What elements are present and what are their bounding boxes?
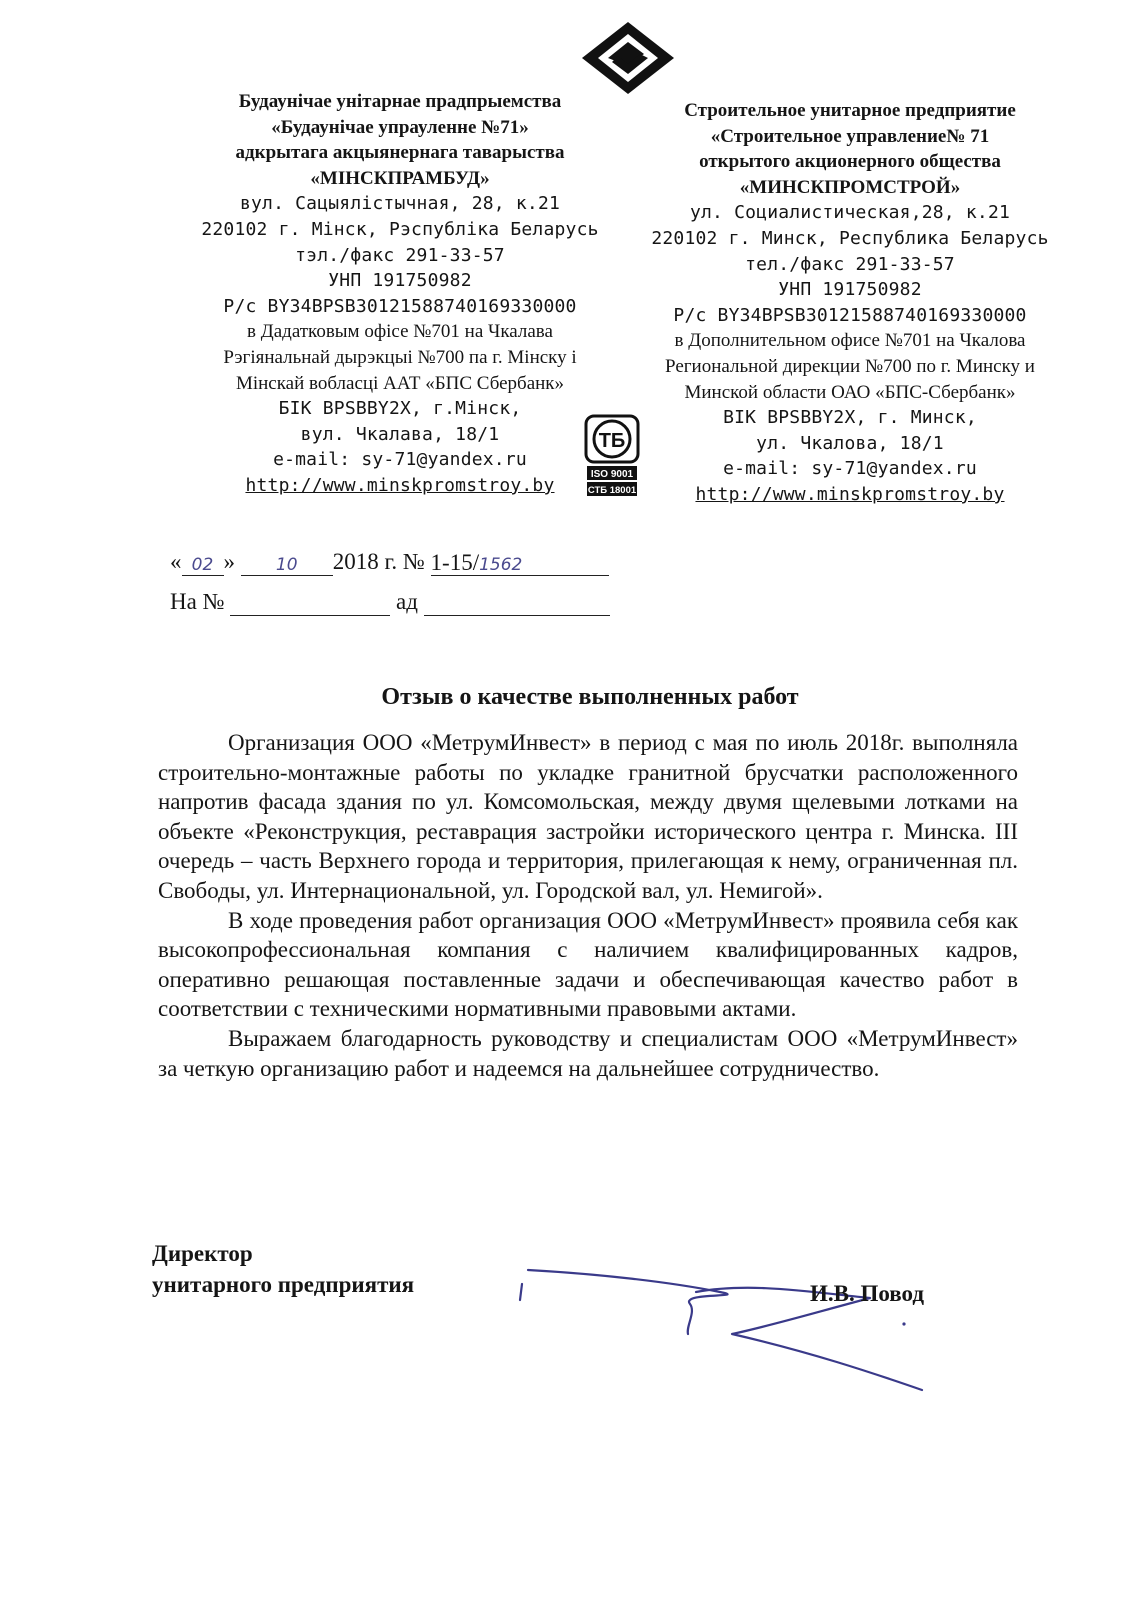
ref-number-label: На № — [170, 589, 225, 614]
document-title: Отзыв о качестве выполненных работ — [381, 684, 799, 710]
body-paragraph: Организация ООО «МетрумИнвест» в период с мая по июль 2018г. выполняла строительно-монтажные работы по укладке гранитной брусчатки расположенного напротив фасада здания по ул. Комсомольская, между двумя щелевыми лотками на объекте «Реконструкция, реставрация застройки исторического центра г. Минска. III очередь – часть Верхнего города и территория, прилегающая к нему, ограниченная пл. Свободы, ул. Интернациональной, ул. Городской вал, ул. Немигой». — [158, 730, 1018, 903]
company-logo-icon — [578, 18, 678, 98]
body-paragraph: Выражаем благодарность руководству и специалистам ООО «МетрумИнвест» за четкую организацию работ и надеемся на дальнейшее сотрудничество. — [158, 1025, 1018, 1081]
account-ru: Р/с BY34BPSB30121588740169330000 — [673, 304, 1027, 326]
unp-ru: УНП 191750982 — [778, 279, 922, 301]
org-name-by: «Будаунічае упрауленне №71» — [271, 116, 529, 138]
parent-name-ru: «МИНСКПРОМСТРОЙ» — [739, 176, 961, 198]
iso-mark-text: ТБ — [598, 430, 626, 452]
body-paragraph: В ходе проведения работ организация ООО «МетрумИнвест» проявила себя как высокопрофессиональная компания с наличием квалифицированных кадров, оперативно решающая поставленные задачи и обеспечивающая качество работ в соответствии с техническими нормативными правовыми актами. — [158, 907, 1018, 1022]
phone-fax-by: тэл./факс 291-33-57 — [295, 244, 505, 266]
org-type-ru: Строительное унитарное предприятие — [684, 100, 1016, 121]
signatory-role-line1: Директор — [152, 1241, 253, 1266]
account-by: Р/с BY34BPSB30121588740169330000 — [223, 295, 577, 317]
date-day-field — [182, 549, 224, 576]
address-street-by: вул. Сацыялістычная, 28, к.21 — [239, 193, 561, 215]
stb-18001-label: СТБ 18001 — [587, 485, 637, 496]
parent-name-by: «МІНСКПРАМБУД» — [310, 167, 490, 189]
date-year-text: 2018 г. № — [332, 549, 425, 574]
org-name-ru: «Строительное управление№ 71 — [710, 125, 990, 147]
bic-ru: BIK BPSBBY2X, г. Минск, — [723, 407, 977, 429]
doc-number-handwritten: 1562 — [479, 555, 523, 575]
website-link-by[interactable]: http://www.minskpromstroy.by — [245, 474, 555, 496]
phone-fax-ru: тел./факс 291-33-57 — [745, 253, 955, 275]
iso-9001-label: ISO 9001 — [590, 469, 634, 480]
date-day-handwritten: 02 — [191, 555, 214, 575]
unp-by: УНП 191750982 — [328, 270, 472, 292]
reference-number-line — [170, 588, 610, 616]
date-month-field — [241, 549, 333, 576]
address-city-by: 220102 г. Мінск, Рэспубліка Беларусь — [201, 218, 599, 240]
parent-type-ru: открытого акционерного общества — [699, 151, 1001, 173]
doc-number-field — [431, 549, 609, 576]
ref-date-field — [424, 589, 610, 616]
email-ru[interactable]: e-mail: sy-71@yandex.ru — [723, 458, 977, 480]
letterhead-belarusian — [170, 89, 630, 499]
email-by[interactable]: e-mail: sy-71@yandex.ru — [273, 449, 527, 471]
address-street-ru: ул. Социалистическая,28, к.21 — [689, 202, 1011, 224]
letterhead-russian — [630, 98, 1070, 508]
parent-type-by: адкрытага акцыянернага таварыства — [235, 142, 565, 164]
bank-directorate-by: Рэгіянальнай дырэкцыі №700 па г. Мінску і — [223, 346, 577, 368]
close-quote: » — [223, 549, 235, 574]
date-month-handwritten: 10 — [275, 555, 298, 575]
ref-separator: ад — [396, 589, 418, 614]
bank-address-ru: ул. Чкалова, 18/1 — [756, 432, 944, 454]
bank-directorate-ru: Региональной дирекции №700 по г. Минску и — [665, 355, 1035, 377]
signatory-role — [152, 1238, 414, 1300]
document-body — [158, 728, 1018, 1083]
signatory-role-line2: унитарного предприятия — [152, 1272, 415, 1297]
bank-office-ru: в Дополнительном офисе №701 на Чкалова — [674, 330, 1026, 352]
open-quote: « — [170, 549, 182, 574]
org-type-by: Будаунічае унітарнае прадпрыемства — [238, 91, 562, 112]
bank-office-by: в Дадатковым офісе №701 на Чкалава — [247, 321, 553, 343]
outgoing-number-line — [170, 548, 609, 576]
doc-number-prefix: 1-15/ — [430, 550, 480, 575]
bank-name-by: Мінскай вобласці ААТ «БПС Сбербанк» — [235, 372, 565, 394]
ref-number-field — [230, 589, 390, 616]
signatory-name: И.В. Повод — [810, 1281, 925, 1306]
website-link-ru[interactable]: http://www.minskpromstroy.by — [695, 483, 1005, 505]
bank-name-ru: Минской области ОАО «БПС-Сбербанк» — [684, 381, 1016, 403]
address-city-ru: 220102 г. Минск, Республика Беларусь — [651, 227, 1049, 249]
bic-by: БІК BPSBBY2X, г.Мінск, — [278, 398, 522, 420]
bank-address-by: вул. Чкалава, 18/1 — [300, 423, 500, 445]
